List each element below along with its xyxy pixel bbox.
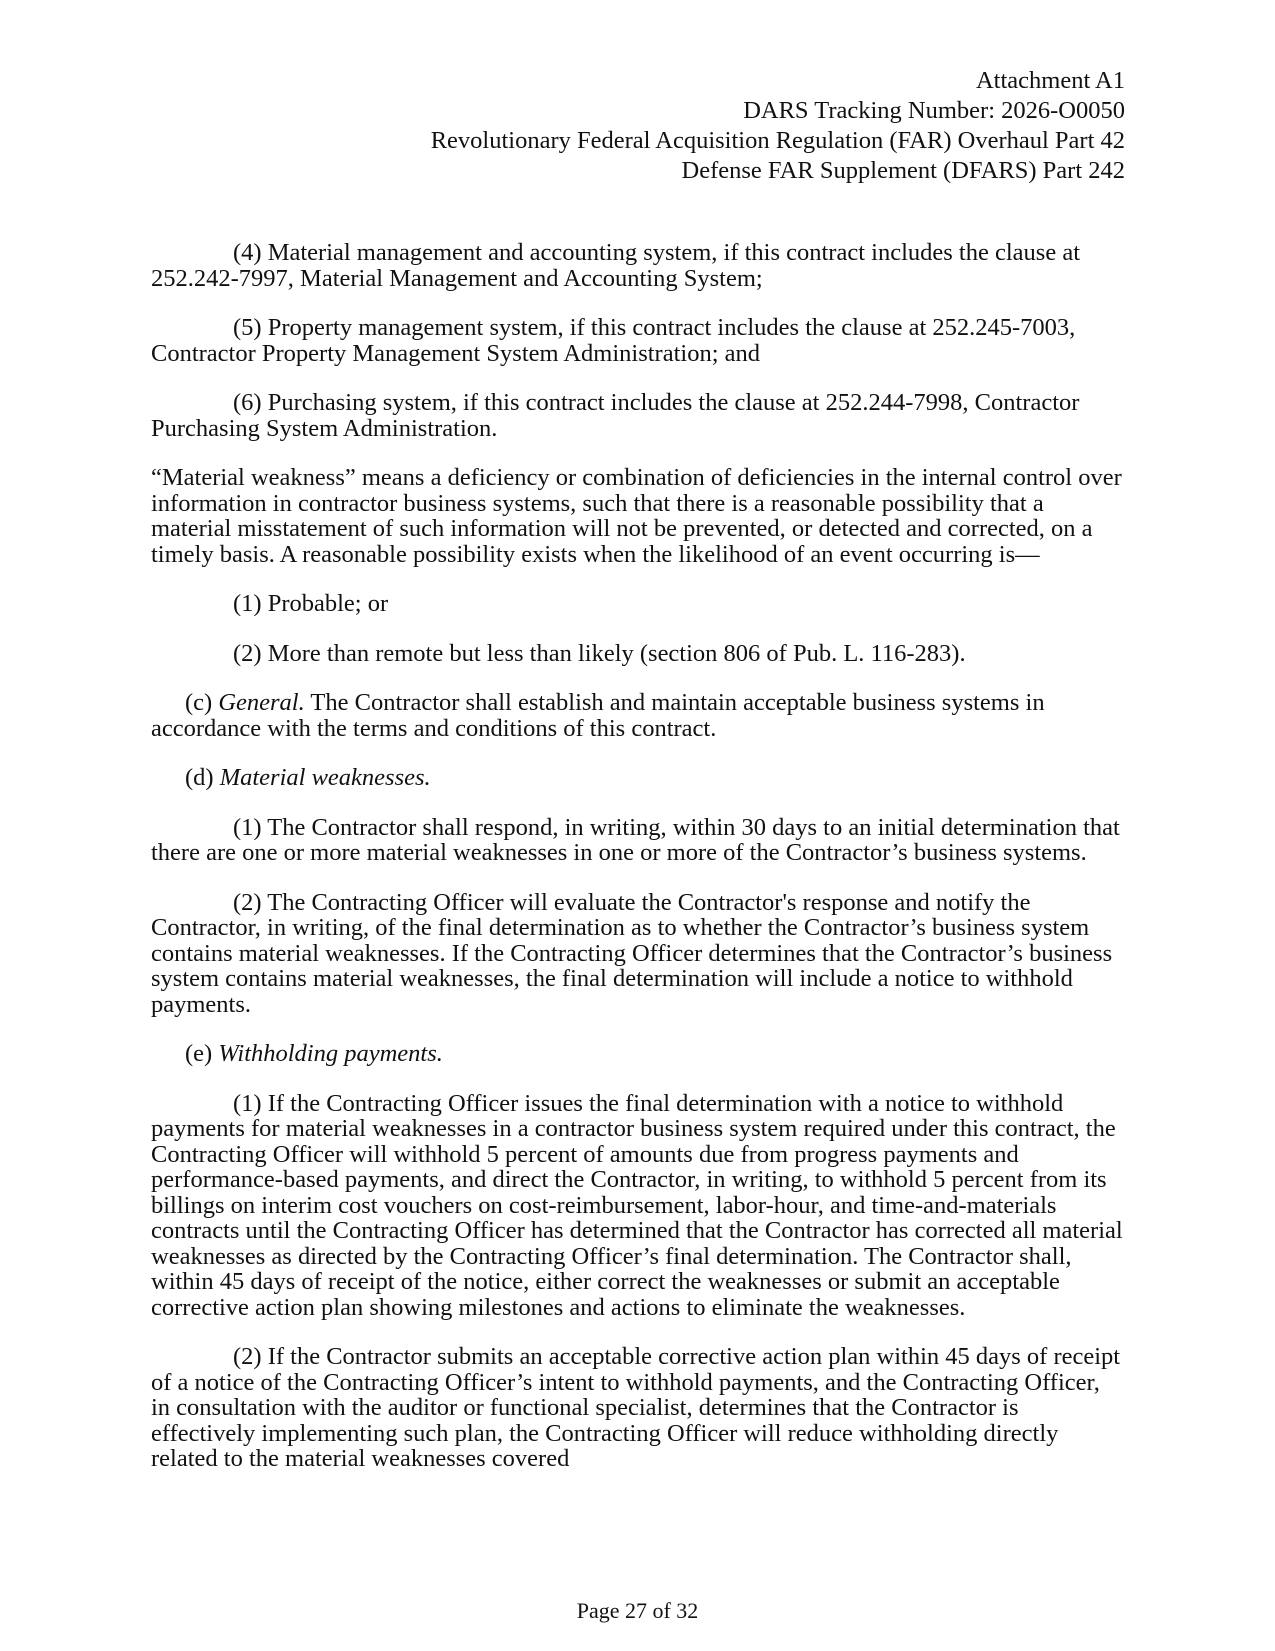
section-d-title: Material weaknesses. [219,764,431,791]
header-far-part: Revolutionary Federal Acquisition Regulation (FAR) Overhaul Part 42 [430,127,1125,154]
section-d-item-1: (1) The Contractor shall respond, in writing, within 30 days to an initial determination that there are one or more material weaknesses in one or more of the Contractor’s business systems. [151,813,1120,866]
paragraph-item-6: (6) Purchasing system, if this contract includes the clause at 252.244-7998, Contractor Purchasing System Administration. [151,389,1080,442]
section-e-item-2: (2) If the Contractor submits an acceptable corrective action plan within 45 days of receipt of a notice of the Contracting Officer’s intent to withhold payments, and the Contracting Officer, in consultation with the auditor or functional specialist, determines that the Contractor is effectively implementing such plan, the Contracting Officer will reduce withholding directly related to the material weaknesses covered [151,1343,1121,1472]
document-body [151,240,1123,1496]
page-number: Page 27 of 32 [576,1598,699,1623]
page-header [431,66,1125,186]
material-weakness-definition: “Material weakness” means a deficiency or combination of deficiencies in the internal control over information in contractor business systems, such that there is a reasonable possibility that a material misstatement of such information will not be prevented, or detected and corrected, on a timely basis. A reasonable possibility exists when the likelihood of an event occurring is— [151,464,1122,568]
section-d-label: (d) [185,764,220,791]
section-c-label: (c) [185,689,219,716]
section-e-item-1: (1) If the Contracting Officer issues the final determination with a notice to withhold payments for material weaknesses in a contractor business system required under this contract, the Contracting Officer will withhold 5 percent of amounts due from progress payments and performance-based payments, and direct the Contractor, in writing, to withhold 5 percent from its billings on interim cost vouchers on cost-reimbursement, labor-hour, and time-and-materials contracts until the Contracting Officer has determined that the Contractor has corrected all material weaknesses as directed by the Contracting Officer’s final determination. The Contractor shall, within 45 days of receipt of the notice, either correct the weaknesses or submit an acceptable corrective action plan showing milestones and actions to eliminate the weaknesses. [151,1089,1123,1321]
header-dfars-part: Defense FAR Supplement (DFARS) Part 242 [681,157,1125,184]
section-c-title: General. [218,689,305,716]
paragraph-item-4: (4) Material management and accounting system, if this contract includes the clause at 252.242-7997, Material Management and Accounting System; [151,239,1080,292]
likelihood-item-2: (2) More than remote but less than likely (section 806 of Pub. L. 116-283). [233,639,966,667]
paragraph-item-5: (5) Property management system, if this contract includes the clause at 252.245-7003, Contractor Property Management System Administration; and [151,314,1076,367]
header-attachment: Attachment A1 [975,67,1125,94]
section-d-heading [151,765,1123,791]
section-c-text: The Contractor shall establish and maintain acceptable business systems in accordance with the terms and conditions of this contract. [151,689,1045,742]
likelihood-item-1: (1) Probable; or [233,590,389,617]
section-e-label: (e) [185,1040,219,1067]
section-d-item-2: (2) The Contracting Officer will evaluate the Contractor's response and notify the Contractor, in writing, of the final determination as to whether the Contractor’s business system contains material weaknesses. If the Contracting Officer determines that the Contractor’s business system contains material weaknesses, the final determination will include a notice to withhold payments. [151,888,1113,1018]
section-e-heading [151,1041,1123,1067]
section-c-general [151,690,1123,741]
header-tracking-number: DARS Tracking Number: 2026-O0050 [743,97,1125,124]
section-e-title: Withholding payments. [218,1040,443,1067]
